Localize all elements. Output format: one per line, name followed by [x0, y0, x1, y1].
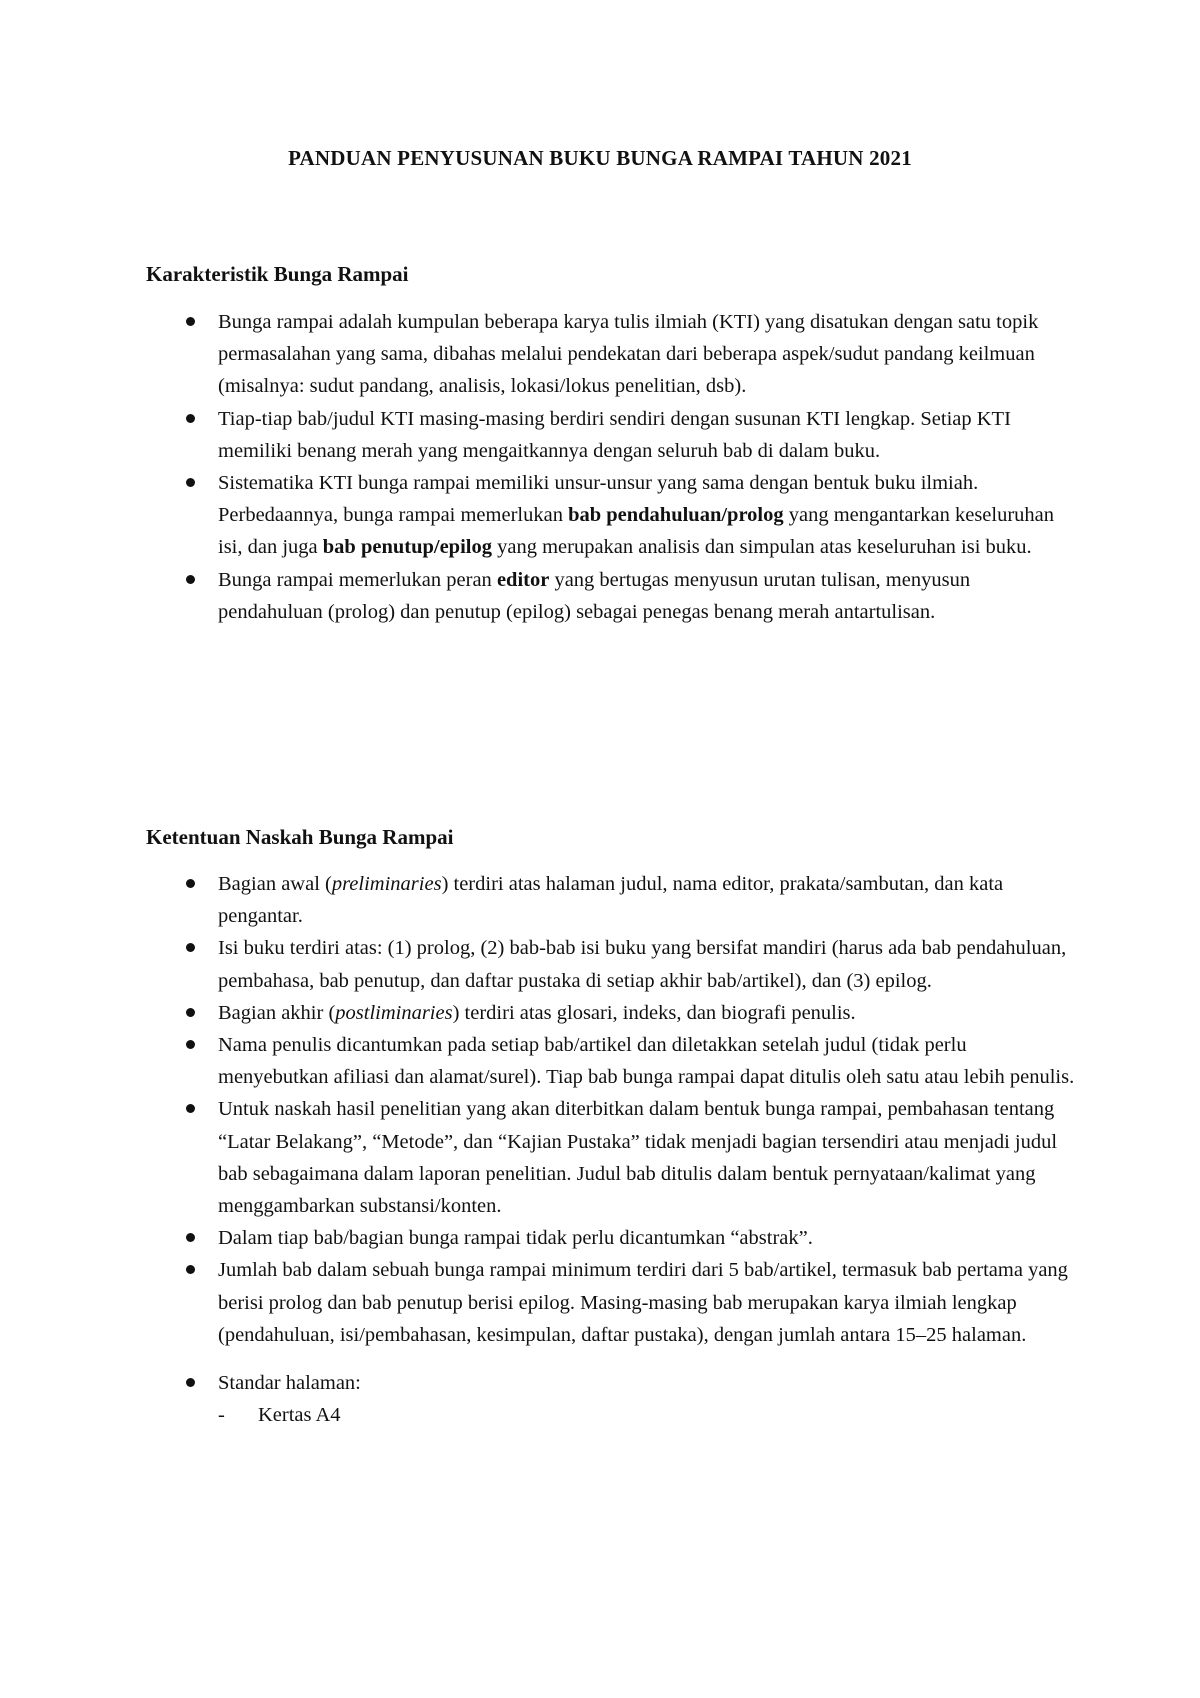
- list-item: [146, 1367, 1076, 1431]
- sub-list: [218, 1399, 1076, 1431]
- list-item-text: Untuk naskah hasil penelitian yang akan diterbitkan dalam bentuk bunga rampai, pembahasan tentang “Latar Belakang”, “Metode”, dan “Kajian Pustaka” tidak menjadi bagian tersendiri atau menjadi judul bab sebagaimana dalam laporan penelitian. Judul bab ditulis dalam bentuk pernyataan/kalimat yang menggambarkan substansi/konten.: [218, 1098, 1058, 1218]
- list-item: [146, 1254, 1076, 1351]
- italic-term-postliminaries: postliminaries: [335, 1001, 453, 1024]
- list-item-text: Standar halaman:: [218, 1372, 361, 1395]
- bullet-icon: [186, 1008, 195, 1017]
- bullet-icon: [186, 1265, 195, 1274]
- bullet-icon: [186, 575, 195, 584]
- bullet-icon: [186, 414, 195, 423]
- list-item: [146, 403, 1076, 467]
- list-item: [146, 1093, 1076, 1222]
- list-item-text: Bagian akhir (: [218, 1001, 336, 1024]
- bold-term-epilog: bab penutup/epilog: [322, 536, 492, 559]
- list-item: [146, 932, 1076, 996]
- list-item: [146, 997, 1076, 1029]
- sub-list-item-text: Kertas A4: [258, 1404, 341, 1427]
- list-item-text: yang mengantarkan keseluruhan isi, dan juga: [218, 504, 1055, 559]
- list-item-text: yang bertugas menyusun urutan tulisan, menyusun pendahuluan (prolog) dan penutup (epilog) sebagai penegas benang merah antartulisan.: [218, 568, 971, 623]
- bold-term-editor: editor: [496, 568, 550, 591]
- bullet-icon: [186, 1040, 195, 1049]
- bold-term-prolog: bab pendahuluan/prolog: [568, 504, 784, 527]
- karakteristik-list: [146, 306, 1076, 628]
- list-item-text: Bunga rampai adalah kumpulan beberapa karya tulis ilmiah (KTI) yang disatukan dengan satu topik permasalahan yang sama, dibahas melalui pendekatan dari beberapa aspek/sudut pandang keilmuan (misalnya: sudut pandang, analisis, lokasi/lokus penelitian, dsb).: [218, 311, 1039, 398]
- list-item-text: Jumlah bab dalam sebuah bunga rampai minimum terdiri dari 5 bab/artikel, termasuk bab pertama yang berisi prolog dan bab penutup berisi epilog. Masing-masing bab merupakan karya ilmiah lengkap (pendahuluan, isi/pembahasan, kesimpulan, daftar pustaka), dengan jumlah antara 15–25 halaman.: [218, 1259, 1068, 1346]
- section-heading-ketentuan: Ketentuan Naskah Bunga Rampai: [146, 825, 454, 849]
- list-item-text: Tiap-tiap bab/judul KTI masing-masing berdiri sendiri dengan susunan KTI lengkap. Setiap KTI memiliki benang merah yang mengaitkannya dengan seluruh bab di dalam buku.: [218, 407, 1011, 462]
- list-item-text: Isi buku terdiri atas: (1) prolog, (2) bab-bab isi buku yang bersifat mandiri (harus ada bab pendahuluan, pembahasa, bab penutup, dan daftar pustaka di setiap akhir bab/artikel), dan (3) epilog.: [218, 937, 1067, 992]
- list-item: [146, 868, 1076, 932]
- list-item: [146, 1029, 1076, 1093]
- bullet-icon: [186, 317, 195, 326]
- bullet-icon: [186, 879, 195, 888]
- bullet-icon: [186, 1233, 195, 1242]
- dash-marker: -: [218, 1404, 225, 1427]
- list-item-text: Bunga rampai memerlukan peran: [218, 568, 497, 591]
- bullet-icon: [186, 478, 195, 487]
- list-item-text: Dalam tiap bab/bagian bunga rampai tidak perlu dicantumkan “abstrak”.: [218, 1227, 813, 1250]
- italic-term-preliminaries: preliminaries: [331, 873, 442, 895]
- list-item-text: ) terdiri atas glosari, indeks, dan biografi penulis.: [452, 1001, 856, 1024]
- list-item-text: Bagian awal (: [218, 873, 332, 895]
- list-item: [146, 1222, 1076, 1254]
- section-heading-karakteristik: Karakteristik Bunga Rampai: [146, 262, 409, 286]
- bullet-icon: [186, 1378, 195, 1387]
- document-title: PANDUAN PENYUSUNAN BUKU BUNGA RAMPAI TAHUN 2021: [288, 146, 912, 170]
- list-item-text: Sistematika KTI bunga rampai memiliki unsur-unsur yang sama dengan bentuk buku ilmiah. Perbedaannya, bunga rampai memerlukan: [218, 472, 979, 527]
- bullet-icon: [186, 1104, 195, 1113]
- ketentuan-list: [146, 868, 1076, 1431]
- list-item-text: ) terdiri atas halaman judul, nama editor, prakata/sambutan, dan kata pengantar.: [218, 873, 1004, 928]
- list-item: [146, 564, 1076, 628]
- sub-list-item: [218, 1399, 1076, 1431]
- bullet-icon: [186, 943, 195, 952]
- list-item: [146, 306, 1076, 403]
- list-item: [146, 467, 1076, 564]
- list-item-text: Nama penulis dicantumkan pada setiap bab/artikel dan diletakkan setelah judul (tidak perlu menyebutkan afiliasi dan alamat/surel). Tiap bab bunga rampai dapat ditulis oleh satu atau lebih penulis.: [218, 1034, 1075, 1089]
- list-item-text: yang merupakan analisis dan simpulan atas keseluruhan isi buku.: [491, 536, 1032, 559]
